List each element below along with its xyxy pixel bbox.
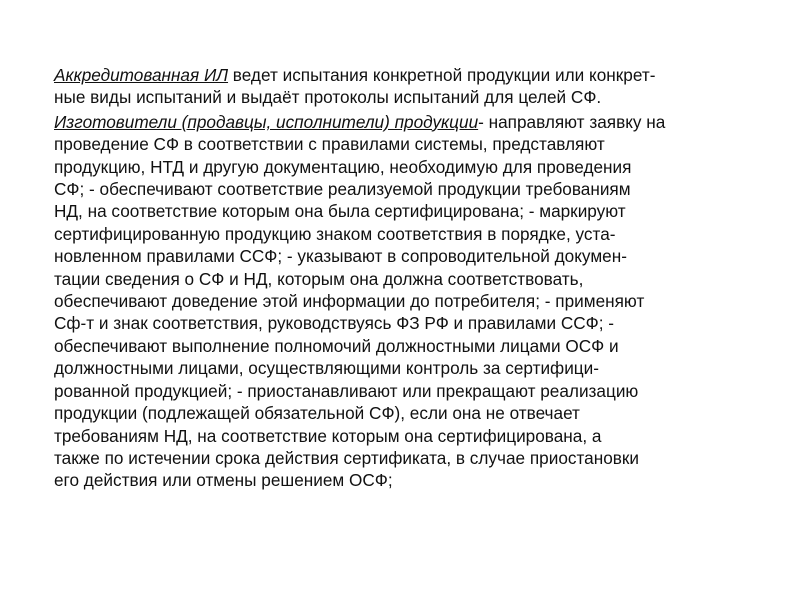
paragraph-line: продукцию, НТД и другую документацию, необходимую для проведения xyxy=(54,156,632,177)
paragraph-text: ведет испытания конкретной продукции или конкрет- xyxy=(228,65,656,85)
term-manufacturers: Изготовители (продавцы, исполнители) продукции xyxy=(54,111,479,132)
paragraph-accredited-lab xyxy=(54,64,760,109)
paragraph-line: проведение СФ в соответствии с правилами системы, представляют xyxy=(54,134,605,155)
paragraph-line: ные виды испытаний и выдаёт протоколы испытаний для целей СФ. xyxy=(54,87,602,108)
term-accredited-lab: Аккредитованная ИЛ xyxy=(54,65,229,85)
paragraph-text: - направляют заявку на xyxy=(478,111,666,132)
paragraph-line xyxy=(54,111,760,133)
paragraph-line: продукции (подлежащей обязательной СФ), если она не отвечает xyxy=(54,403,580,424)
paragraph-line: СФ; - обеспечивают соответствие реализуемой продукции требованиям xyxy=(54,179,631,200)
paragraph-line: требованиям НД, на соответствие которым она сертифицирована, а xyxy=(54,425,602,446)
paragraph-line xyxy=(54,64,760,86)
paragraph-line: его действия или отмены решением ОСФ; xyxy=(54,470,393,491)
paragraph-line: Сф-т и знак соответствия, руководствуясь ФЗ РФ и правилами ССФ; - xyxy=(54,313,615,334)
paragraph-line: рованной продукцией; - приостанавливают или прекращают реализацию xyxy=(54,380,639,401)
paragraph-manufacturers xyxy=(54,111,760,492)
paragraph-line: новленном правилами ССФ; - указывают в сопроводительной докумен- xyxy=(54,246,627,267)
paragraph-line: также по истечении срока действия сертификата, в случае приостановки xyxy=(54,447,640,468)
paragraph-line: должностными лицами, осуществляющими контроль за сертифици- xyxy=(54,358,599,379)
paragraph-line: обеспечивают доведение этой информации до потребителя; - применяют xyxy=(54,291,645,312)
slide-content xyxy=(54,64,760,494)
paragraph-line: тации сведения о СФ и НД, которым она должна соответствовать, xyxy=(54,268,584,289)
paragraph-line: обеспечивают выполнение полномочий должностными лицами ОСФ и xyxy=(54,335,619,356)
paragraph-line: НД, на соответствие которым она была сертифицирована; - маркируют xyxy=(54,201,626,222)
paragraph-line: сертифицированную продукцию знаком соответствия в порядке, уста- xyxy=(54,223,616,244)
